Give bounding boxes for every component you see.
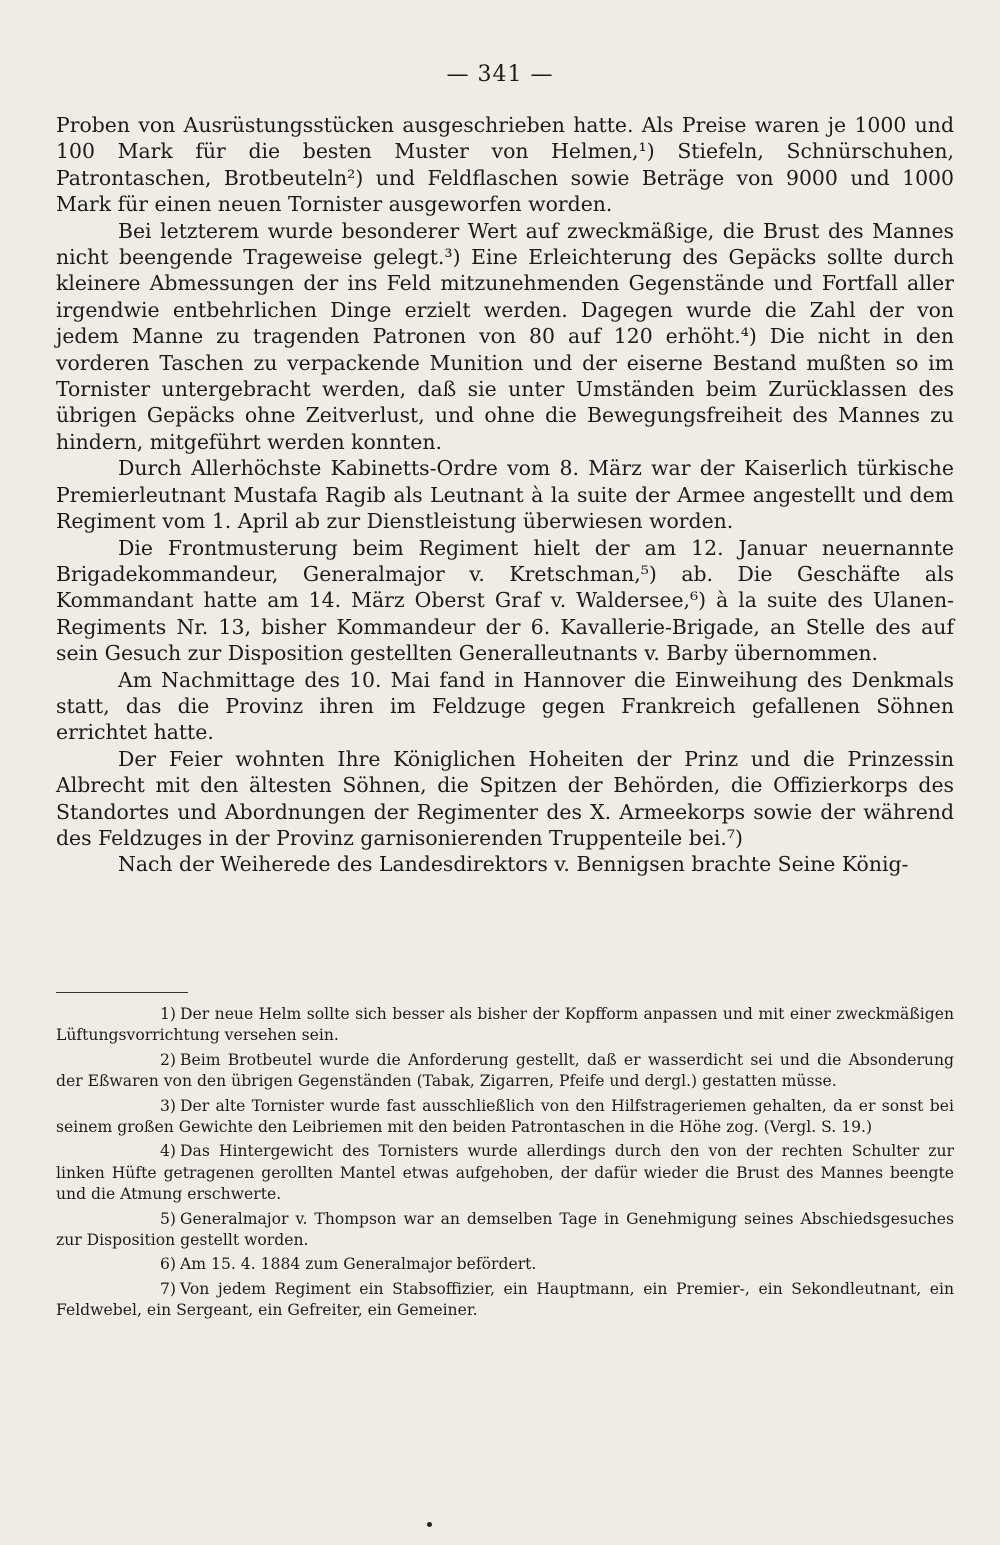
ink-dot: [427, 1522, 432, 1527]
footnote-number: 1): [160, 1005, 177, 1023]
footnote: [56, 1209, 954, 1252]
footnote: [56, 1004, 954, 1047]
body-text: [56, 112, 954, 878]
footnote: [56, 1279, 954, 1322]
footnote: [56, 1096, 954, 1139]
footnote: [56, 1050, 954, 1093]
footnote: [56, 1254, 954, 1275]
footnote-text: Generalmajor v. Thompson war an demselben Tage in Genehmigung seines Abschiedsgesuches zur Disposition gestellt worden.: [56, 1209, 954, 1250]
footnote-text: Am 15. 4. 1884 zum Generalmajor befördert.: [180, 1255, 537, 1274]
footnotes: [56, 1004, 954, 1325]
footnote-number: 6): [160, 1255, 177, 1274]
footnote-number: 5): [160, 1209, 177, 1228]
footnote-number: 3): [160, 1096, 177, 1115]
paragraph: Am Nachmittage des 10. Mai fand in Hannover die Einweihung des Denkmals statt, das die Provinz ihren im Feldzuge gegen Frankreich gefallenen Söhnen errichtet hatte.: [56, 667, 954, 745]
footnote: [56, 1141, 954, 1205]
paragraph: Die Frontmusterung beim Regiment hielt der am 12. Januar neuernannte Brigadekommandeur, Generalmajor v. Kretschman,⁵) ab. Die Geschäfte als Kommandant hatte am 14. März Oberst Graf v. Waldersee,⁶) à la suite des Ulanen-Regiments Nr. 13, bisher Kommandeur der 6. Kavallerie-Brigade, an Stelle des auf sein Gesuch zur Disposition gestellten Generalleutnants v. Barby übernommen.: [56, 535, 954, 666]
paragraph: Bei letzterem wurde besonderer Wert auf zweckmäßige, die Brust des Mannes nicht beengende Trageweise gelegt.³) Eine Erleichterung des Gepäcks sollte durch kleinere Abmessungen der ins Feld mitzunehmenden Gegenstände und Fortfall aller irgendwie entbehrlichen Dinge erzielt werden. Dagegen wurde die Zahl der von jedem Manne zu tragenden Patronen von 80 auf 120 erhöht.⁴) Die nicht in den vorderen Taschen zu verpackende Munition und der eiserne Bestand mußten so im Tornister untergebracht werden, daß sie unter Umständen beim Zurücklassen des übrigen Gepäcks ohne Zeitverlust, und ohne die Bewegungsfreiheit des Mannes zu hindern, mitgeführt werden konnten.: [56, 218, 954, 454]
footnote-separator: [56, 992, 188, 993]
page-number: — 341 —: [446, 62, 554, 87]
paragraph: Proben von Ausrüstungsstücken ausgeschrieben hatte. Als Preise waren je 1000 und 100 Mark für die besten Muster von Helmen,¹) Stiefeln, Schnürschuhen, Patrontaschen, Brotbeuteln²) und Feldflaschen sowie Beträge von 9000 und 1000 Mark für einen neuen Tornister ausgeworfen worden.: [56, 113, 954, 217]
paragraph: Der Feier wohnten Ihre Königlichen Hoheiten der Prinz und die Prinzessin Albrecht mit den ältesten Söhnen, die Spitzen der Behörden, die Offizierkorps des Standortes und Abordnungen der Regimenter des X. Armeekorps sowie der während des Feldzuges in der Provinz garnisonierenden Truppenteile bei.⁷): [56, 746, 954, 850]
footnote-text: Der alte Tornister wurde fast ausschließlich von den Hilfstrageriemen gehalten, da er sonst bei seinem großen Gewichte den Leibriemen mit den beiden Patrontaschen in die Höhe zog. (Vergl. S. 19.): [56, 1096, 954, 1137]
footnote-number: 2): [160, 1050, 177, 1069]
paragraph: Durch Allerhöchste Kabinetts-Ordre vom 8. März war der Kaiserlich türkische Premierleutnant Mustafa Ragib als Leutnant à la suite der Armee angestellt und dem Regiment vom 1. April ab zur Dienstleistung überwiesen worden.: [56, 456, 954, 534]
footnote-number: 7): [160, 1279, 177, 1298]
paragraph: Nach der Weiherede des Landesdirektors v. Bennigsen brachte Seine König-: [118, 852, 909, 877]
footnote-number: 4): [160, 1142, 177, 1161]
footnote-text: Beim Brotbeutel wurde die Anforderung gestellt, daß er wasserdicht sei und die Absonderung der Eßwaren von den übrigen Gegenständen (Tabak, Zigarren, Pfeife und dergl.) gestatten müsse.: [56, 1050, 954, 1091]
footnote-text: Der neue Helm sollte sich besser als bisher der Kopfform anpassen und mit einer zweckmäßigen Lüftungsvorrichtung versehen sein.: [56, 1005, 954, 1045]
footnote-text: Von jedem Regiment ein Stabsoffizier, ein Hauptmann, ein Premier-, ein Sekondleutnant, ein Feldwebel, ein Sergeant, ein Gefreiter, ein Gemeiner.: [56, 1279, 954, 1320]
footnote-text: Das Hintergewicht des Tornisters wurde allerdings durch den von der rechten Schulter zur linken Hüfte getragenen gerollten Mantel etwas aufgehoben, der dafür wieder die Brust des Mannes beengte und die Atmung erschwerte.: [56, 1142, 954, 1204]
